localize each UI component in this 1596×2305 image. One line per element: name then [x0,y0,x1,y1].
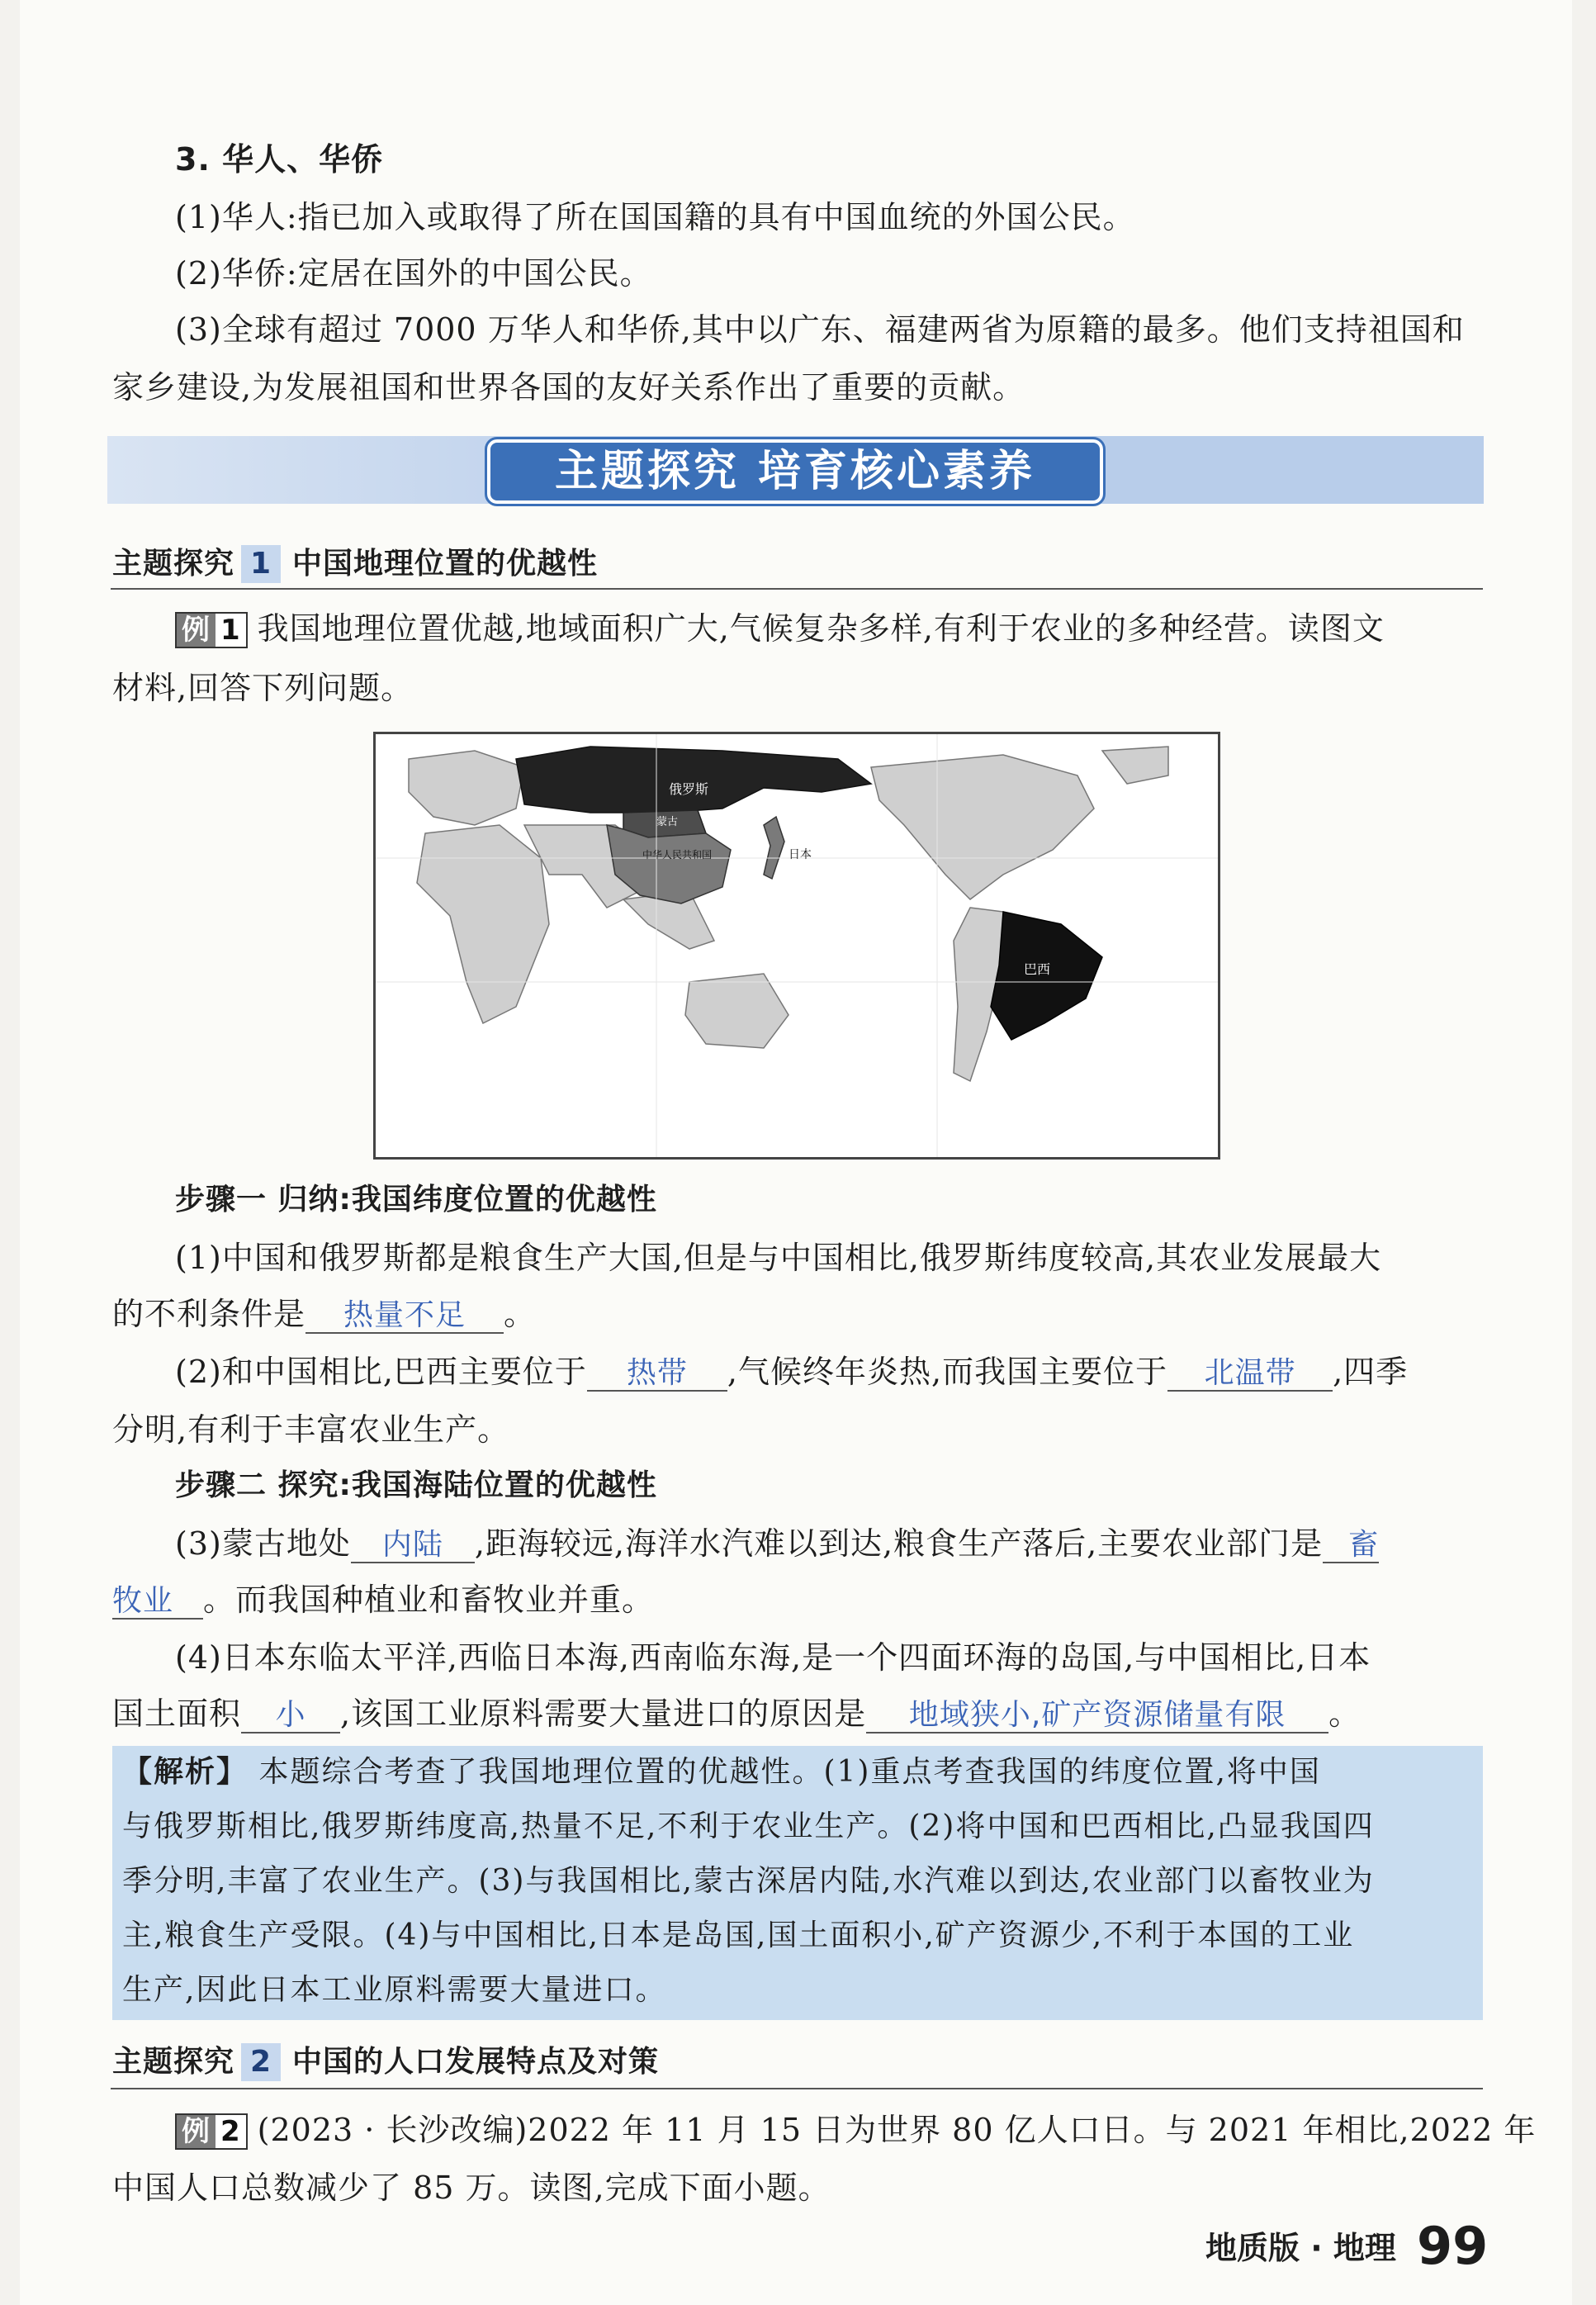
question-line [175,1525,1379,1563]
example-text: 我国地理位置优越,地域面积广大,气候复杂多样,有利于农业的多种经营。读图文 [257,610,1385,647]
world-map-graphic [376,734,1218,1157]
analysis-text: 季分明,丰富了农业生产。(3)与我国相比,蒙古深居内陆,水汽难以到达,农业部门以畜牧业为 [122,1864,1375,1898]
answer-blank: 北温带 [1167,1357,1333,1392]
example-line [175,2111,1536,2150]
section-heading: 3. 华人、华侨 [175,141,384,178]
answer-blank: 小 [241,1699,340,1733]
question-line [112,1581,654,1620]
question-text: ,气候终年炎热,而我国主要位于 [727,1354,1168,1390]
question-text: 分明,有利于丰富农业生产。 [112,1411,510,1448]
paragraph: (1)华人:指已加入或取得了所在国国籍的具有中国血统的外国公民。 [175,199,1135,235]
answer-blank: 热带 [587,1357,727,1392]
question-text: (4)日本东临太平洋,西临日本海,西南临东海,是一个四面环海的岛国,与中国相比,日本 [175,1639,1371,1676]
map-label-mongolia: 蒙古 [656,816,679,828]
example-text: (2023 · 长沙改编)2022 年 11 月 15 日为世界 80 亿人口日。与 2021 年相比,2022 年 [257,2112,1537,2148]
question-text: 。 [504,1296,537,1332]
divider [111,2088,1483,2089]
divider [111,588,1483,590]
answer-blank: 牧业 [112,1585,203,1620]
analysis-line [122,1754,1321,1790]
world-map [373,732,1220,1160]
topic-heading [112,545,598,583]
question-text: ,该国工业原料需要大量进口的原因是 [340,1696,867,1732]
analysis-text: 生产,因此日本工业原料需要大量进口。 [122,1973,667,2007]
example-number: 2 [215,2115,246,2148]
analysis-text: 与俄罗斯相比,俄罗斯纬度高,热量不足,不利于农业生产。(2)将中国和巴西相比,凸显我国四 [122,1809,1375,1843]
question-line [175,1353,1408,1392]
question-text: 国土面积 [112,1696,242,1732]
question-text: ,距海较远,海洋水汽难以到达,粮食生产落后,主要农业部门是 [474,1525,1324,1562]
topic-title: 中国的人口发展特点及对策 [292,2045,660,2079]
example-text: 中国人口总数减少了 85 万。读图,完成下面小题。 [112,2170,831,2206]
answer-blank: 畜 [1323,1529,1379,1563]
analysis-label: 【解析】 [122,1755,249,1789]
answer-blank: 热量不足 [305,1299,504,1334]
example-label: 例 [177,2115,215,2148]
paragraph: 家乡建设,为发展祖国和世界各国的友好关系作出了重要的贡献。 [112,369,1025,406]
question-text: (3)蒙古地处 [175,1525,351,1562]
map-label-russia: 俄罗斯 [669,781,709,797]
topic-number: 1 [241,545,281,583]
map-label-japan: 日本 [789,848,812,861]
question-text: 的不利条件是 [112,1296,306,1332]
topic-label: 主题探究 [112,547,235,581]
analysis-text: 本题综合考查了我国地理位置的优越性。(1)重点考查我国的纬度位置,将中国 [258,1755,1321,1789]
topic-label: 主题探究 [112,2045,235,2079]
example-number: 1 [215,614,246,647]
example-badge [175,2113,248,2150]
question-line [112,1295,536,1334]
topic-title: 中国地理位置的优越性 [292,547,599,581]
answer-blank: 地域狭小,矿产资源储量有限 [866,1699,1328,1733]
question-text: (1)中国和俄罗斯都是粮食生产大国,但是与中国相比,俄罗斯纬度较高,其农业发展最大 [175,1240,1382,1276]
step-heading: 步骤二 探究:我国海陆位置的优越性 [175,1468,657,1502]
question-text: 。而我国种植业和畜牧业并重。 [203,1582,655,1618]
topic-number: 2 [241,2043,281,2081]
example-line [175,609,1385,648]
question-text: (2)和中国相比,巴西主要位于 [175,1354,587,1390]
paragraph: (2)华侨:定居在国外的中国公民。 [175,255,652,292]
topic-heading [112,2043,659,2081]
example-label: 例 [177,614,215,647]
banner-title: 主题探究 培育核心素养 [487,439,1103,504]
map-label-china: 中华人民共和国 [642,849,713,861]
example-text: 材料,回答下列问题。 [112,670,414,706]
paragraph: (3)全球有超过 7000 万华人和华侨,其中以广东、福建两省为原籍的最多。他们支持祖国和 [175,311,1465,348]
question-line [112,1695,1361,1733]
step-heading: 步骤一 归纳:我国纬度位置的优越性 [175,1183,657,1217]
map-label-brazil: 巴西 [1024,961,1051,977]
footer-edition: 地质版 · 地理 [1205,2230,1396,2266]
analysis-text: 主,粮食生产受限。(4)与中国相比,日本是岛国,国土面积小,矿产资源少,不利于本国的工业 [122,1918,1355,1952]
answer-blank: 内陆 [351,1529,475,1563]
question-text: ,四季 [1333,1354,1409,1390]
example-badge [175,612,248,648]
page-number: 99 [1417,2216,1489,2276]
question-text: 。 [1328,1696,1362,1732]
